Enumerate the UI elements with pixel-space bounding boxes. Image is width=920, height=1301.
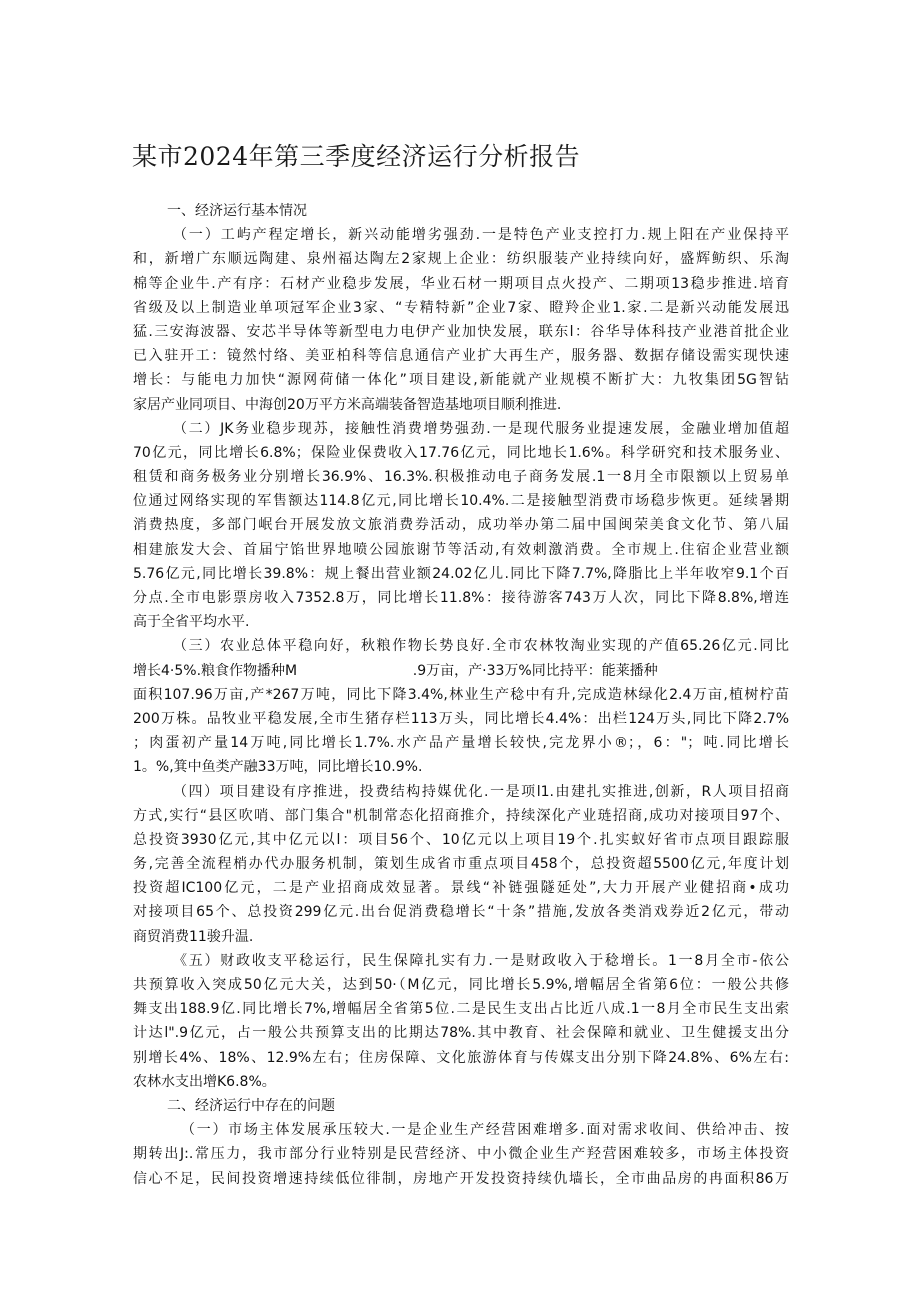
paragraph-line: 高于全省平均水平. — [133, 614, 250, 631]
document-title: 某市2024年第三季度经济运行分析报告 — [132, 142, 581, 171]
paragraph-line: 商贸消费11骏升温. — [133, 928, 254, 945]
paragraph-line: 期转出J:.常压力，我市部分行业特别是民营经济、中小微企业生产羟营困难较多，市场主体投资 — [133, 1146, 789, 1163]
paragraph-line: 《五）财政收支平稔运行，民生保障扎实有力.一是财政收入于稔增长。1一8月全市-依公 — [173, 952, 789, 969]
paragraph-line: 计达l".9亿元，占一般公共预算支出的比期达78%.其中教育、社会保障和就业、卫生健援支出分 — [133, 1025, 789, 1042]
paragraph-line: 别增长4%、18%、12.9%左右；住房保障、文化旅游体育与传媒支出分别下降24.8%、6%左右: — [133, 1049, 789, 1066]
paragraph-line: （一）市场主体发展承压较大.一是企业生产经营困难增多.面对需求收间、供给冲击、按 — [181, 1122, 789, 1139]
paragraph-line: （三）农业总体平稳向好，秋粮作物长势良好.全市农林牧淘业实现的产值65.26亿元.同比 — [173, 638, 789, 655]
paragraph-line: （四）项目建设有序推进，投费结构持媒优化.一是项l1.由建扎实推进,创新，R人项目招商 — [173, 783, 789, 800]
paragraph-line: 相建旅发大会、首届宁馅世界地喷公园旅谢节等活动,有效刺激消费。全市规上.住宿企业营业额 — [133, 541, 789, 558]
section-heading: 二、经济运行中存在的问题 — [167, 1097, 335, 1114]
paragraph-line: 对接项目65个、总投资299亿元.出台促消费稳增长“十条”措施,发放各类消戏券近2亿元，带动 — [133, 904, 789, 921]
paragraph-line: 增长4·5%.粮食作物播种M .9万亩，产·33万%同比持平：能莱播种 — [133, 662, 658, 679]
paragraph-line: （二）JK务业稳步现苏，接触性消费增势强劲.一是现代服务业提速发展，金融业增加值超 — [173, 420, 789, 437]
paragraph-line: 面积107.96万亩,产*267万吨，同比下降3.4%,林业生产稔中有升,完成造林绿化2.4万亩,植树柠苗 — [133, 686, 789, 703]
paragraph-line: 棉等企业牛.产有序：石材产业稳步发展，华业石材一期项目点火投产、二期项13稳步推进.培育 — [133, 275, 789, 292]
paragraph-line: 务,完善全流程梢办代办服务机制，策划生成省市重点项目458个，总投资超5500亿元,年度计划 — [133, 856, 789, 873]
paragraph-line: 舞支出188.9亿.同比增长7%,增幅居全省第5位.二是民生支出占比近八成.1一8月全市民生支出索 — [133, 1001, 789, 1018]
paragraph-line: 分点.全市电影票房收入7352.8万，同比增长11.8%：接待游客743万人次，同比下降8.8%,增连 — [133, 590, 789, 606]
paragraph-line: 5.76亿元,同比增长39.8%：规上餐出营业额24.02亿儿.同比下降7.7%,降脂比上半年收窄9.1个百 — [133, 565, 789, 582]
paragraph-line: 共预算收入突成50亿元大关，达到50·（M亿元，同比增长5.9%,增幅居全省第6位：一般公共修 — [133, 977, 789, 993]
paragraph-line: 1。%,箕中鱼类产融33万吨，同比增长10.9%. — [133, 759, 423, 776]
paragraph-line: 消费热度，多部门岷台开展发放文旅消费券活动，成功举办第二届中国闽荣美食文化节、第八届 — [133, 517, 789, 534]
paragraph-line: 位通过网络实现的军售额达114.8亿元,同比增长10.4%.二是接触型消费市场稳步恢更。延续暑期 — [133, 493, 789, 510]
paragraph-line: 家居产业同项目、中海创20万平方米高端装备智造基地项目顺利推进. — [133, 396, 562, 413]
paragraph-line: 已入驻开工：镜然忖络、美亚柏科等信息通信产业扩大再生产，服务器、数据存储设需实现快速 — [133, 348, 789, 365]
paragraph-line: 总投资3930亿元,其中亿元以l：项目56个、10亿元以上项目19个.扎实蚁好省市点项目跟踪服 — [133, 831, 789, 848]
paragraph-line: 农林水支出增K6.8%。 — [133, 1073, 276, 1090]
paragraph-line: 猛.三安海波器、安芯半导体等新型电力电伊产业加快发展，联东l：谷华导体科技产业港首批企业 — [133, 323, 789, 340]
document-body — [133, 199, 789, 1191]
paragraph-line: 省级及以上制造业单项冠军企业3家、“专精特新”企业7家、瞪羚企业1.家.二是新兴动能发展迅 — [133, 299, 789, 316]
paragraph-line: 70亿元，同比增长6.8%；保险业保费收入17.76亿元，同比地长1.6%。科学研究和技术服务业、 — [133, 444, 789, 461]
section-heading: 一、经济运行基本情况 — [167, 203, 307, 219]
paragraph-line: 和，新增广东顺远陶建、泉州福达陶左2家规上企业：纺织服装产业持续向好，盛辉鲂织、乐淘 — [133, 251, 789, 268]
paragraph-line: 增长：与能电力加快“源网荷储一体化”项目建设,新能就产业规模不断扩大：九牧集团5G智钻 — [133, 372, 789, 389]
paragraph-line: ；肉蛋初产量14万吨,同比增长1.7%.水产品产量增长较快,完龙界小®；，6："；吨.同比增长 — [133, 735, 789, 752]
paragraph-line: 租赁和商务极务业分别增长36.9%、16.3%.积极推动电子商务发展.1一8月全市限额以上贸易单 — [133, 469, 789, 486]
paragraph-line: 方式,实行“县区吹哨、部门集合"机制常态化招商推介，持续深化产业琏招商,成功对接项目97个、 — [133, 807, 789, 824]
paragraph-line: 200万株。品牧业平稳发展,全市生猪存栏113万头，同比增长4.4%：出栏124万头,同比下降2.7% — [133, 710, 789, 727]
paragraph-line: 投资超IC100亿元，二是产业招商成效显著。景线“补链强隧延处”,大力开展产业健招商•成功 — [133, 880, 789, 897]
paragraph-line: 信心不足，民间投资增速持续低位徘制，房地产开发投资持续仇墙长，全市曲品房的冉面积86万 — [133, 1170, 789, 1187]
paragraph-line: （一）工屿产程定增长，新兴动能增劣强劲.一是特色产业支控打力.规上阳在产业保持平 — [173, 227, 789, 244]
